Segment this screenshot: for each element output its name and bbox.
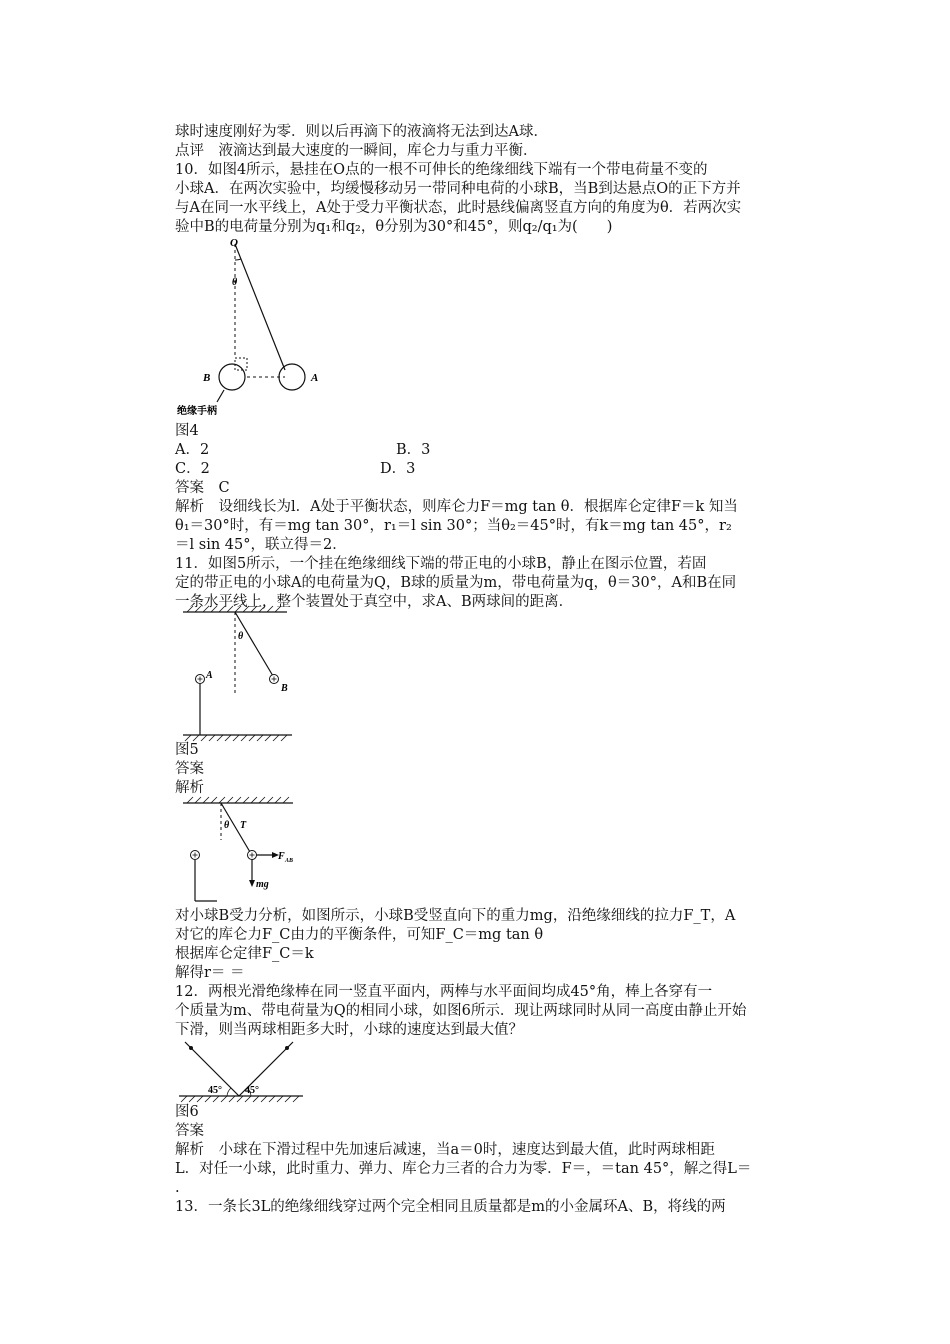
text-line: 点评 液滴达到最大速度的一瞬间，库仑力与重力平衡． <box>175 143 538 159</box>
label-T: T <box>240 820 247 831</box>
text-line: 根据库仑定律F_C＝k <box>175 946 314 962</box>
figure-4 <box>177 234 345 424</box>
text-line: 10．如图4所示，悬挂在O点的一根不可伸长的绝缘细线下端有一个带电荷量不变的 <box>175 162 708 178</box>
label-A: A <box>206 670 213 681</box>
text-line: 解析 小球在下滑过程中先加速后减速，当a＝0时，速度达到最大值，此时两球相距 <box>175 1142 715 1158</box>
label-mg: mg <box>256 879 269 890</box>
text-line: 13．一条长3L的绝缘细线穿过两个完全相同且质量都是m的小金属环A、B，将线的两 <box>175 1199 726 1215</box>
label-O: O <box>230 237 238 249</box>
label-angle-right: 45° <box>245 1085 259 1096</box>
text-line: 解得r＝ ＝ <box>175 965 245 981</box>
text-line: . <box>175 1180 180 1196</box>
text-line: 对它的库仑力F_C由力的平衡条件，可知F_C＝mg tan θ <box>175 927 544 943</box>
text-line: 球时速度刚好为零．则以后再滴下的液滴将无法到达A球． <box>175 124 548 140</box>
label-B: B <box>203 372 211 384</box>
text-line: 定的带正电的小球A的电荷量为Q，B球的质量为m，带电荷量为q，θ＝30°，A和B在同 <box>175 575 737 591</box>
text-line: 一条水平线上，整个装置处于真空中，求A、B两球间的距离． <box>175 594 574 610</box>
label-F: F <box>278 851 285 862</box>
label-theta: θ <box>232 277 238 288</box>
text-line: 下滑，则当两球相距多大时，小球的速度达到最大值？ <box>175 1022 523 1038</box>
analysis-label: 解析 <box>175 780 204 796</box>
figure-caption: 图5 <box>175 742 199 758</box>
label-theta: θ <box>238 631 244 642</box>
option-c: C．2 <box>175 461 210 477</box>
text-line: 对小球B受力分析，如图所示，小球B受竖直向下的重力mg，沿绝缘细线的拉力F_T，A <box>175 908 736 924</box>
option-d: D．3 <box>380 461 416 477</box>
force-diagram <box>175 795 305 905</box>
text-line: 12．两根光滑绝缘棒在同一竖直平面内，两棒与水平面间均成45°角，棒上各穿有一 <box>175 984 713 1000</box>
label-angle-left: 45° <box>208 1085 222 1096</box>
option-a: A．2 <box>175 442 210 458</box>
text-line: 与A在同一水平线上，A处于受力平衡状态，此时悬线偏离竖直方向的角度为θ．若两次实 <box>175 200 742 216</box>
text-line: 验中B的电荷量分别为q₁和q₂，θ分别为30°和45°，则q₂/q₁为( ) <box>175 219 613 235</box>
answer-line: 答案 C <box>175 480 230 496</box>
figure-5 <box>175 602 300 742</box>
label-handle: 绝缘手柄 <box>177 406 217 417</box>
text-line: θ₁＝30°时，有＝mg tan 30°，r₁＝l sin 30°；当θ₂＝45°时，有k＝mg tan 45°，r₂ <box>175 518 732 534</box>
text-line: 个质量为m、带电荷量为Q的相同小球，如图6所示．现让两球同时从同一高度由静止开始 <box>175 1003 747 1019</box>
label-A: A <box>311 372 319 384</box>
text-line: ＝l sin 45°，联立得＝2． <box>175 537 347 553</box>
text-line: 11．如图5所示，一个挂在绝缘细线下端的带正电的小球B，静止在图示位置，若固 <box>175 556 707 572</box>
text-line: 解析 设细线长为l．A处于平衡状态，则库仑力F＝mg tan θ．根据库仑定律F＝k 知当 <box>175 499 738 515</box>
label-B: B <box>281 683 288 694</box>
figure-caption: 图4 <box>175 423 199 439</box>
text-line: L．对任一小球，此时重力、弹力、库仑力三者的合力为零．F＝，＝tan 45°，解之得L＝ <box>175 1161 752 1177</box>
figure-6 <box>175 1040 310 1110</box>
answer-label: 答案 <box>175 761 204 777</box>
label-F-sub: AB <box>285 858 294 864</box>
answer-label: 答案 <box>175 1123 204 1139</box>
option-b: B．3 <box>396 442 431 458</box>
text-line: 小球A．在两次实验中，均缓慢移动另一带同种电荷的小球B，当B到达悬点O的正下方并 <box>175 181 741 197</box>
figure-caption: 图6 <box>175 1104 199 1120</box>
label-theta: θ <box>224 820 230 831</box>
